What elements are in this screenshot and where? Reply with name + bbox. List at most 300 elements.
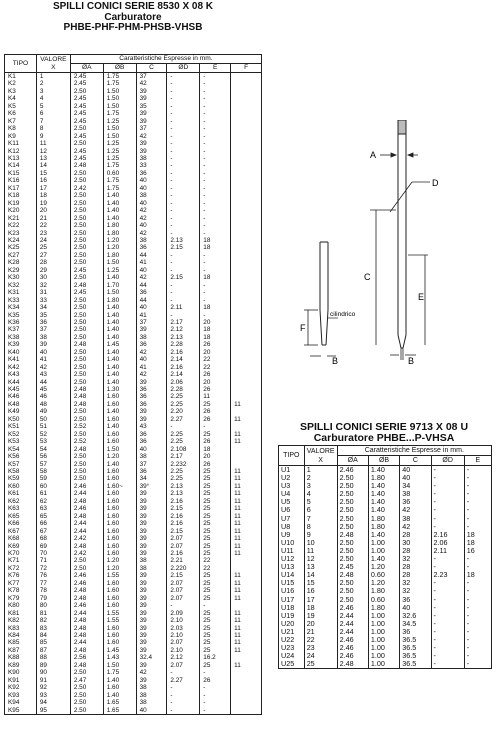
table-cell: 11	[231, 543, 262, 550]
table-cell: 25	[200, 543, 231, 550]
table-row	[5, 438, 262, 445]
table-cell: -	[167, 684, 200, 691]
table-cell: -	[167, 80, 200, 87]
table-cell: 39	[136, 140, 167, 147]
table-cell: -	[167, 602, 200, 609]
table-cell: 24	[36, 237, 70, 244]
table-cell: 2.16	[167, 513, 200, 520]
table-cell	[231, 192, 262, 199]
table-cell: 39	[136, 326, 167, 333]
table1-title	[4, 2, 262, 34]
table-row	[279, 531, 492, 539]
table-cell: 2.15	[167, 572, 200, 579]
table-cell: -	[464, 474, 491, 482]
table-cell: 20	[200, 379, 231, 386]
table-cell: K91	[5, 677, 37, 684]
table-row	[5, 349, 262, 356]
table-cell: 40	[400, 466, 431, 475]
table-row	[5, 461, 262, 468]
table-cell: 36	[136, 386, 167, 393]
table-cell: U1	[279, 466, 305, 475]
table2-col-header: ØB	[368, 456, 399, 466]
table-cell: -	[464, 652, 491, 660]
table-cell: -	[167, 177, 200, 184]
table-cell: 19	[304, 612, 337, 620]
table-cell: -	[200, 200, 231, 207]
table-cell: 2.50	[70, 312, 103, 319]
table-cell: -	[431, 604, 464, 612]
table-row	[5, 259, 262, 266]
table-cell: 2.50	[70, 230, 103, 237]
table-cell: -	[431, 490, 464, 498]
table-cell: -	[200, 155, 231, 162]
table-cell: 1.25	[103, 140, 136, 147]
table-cell: -	[167, 699, 200, 706]
table-cell: 1.40	[103, 326, 136, 333]
table-cell: 82	[36, 617, 70, 624]
table-cell: 2.07	[167, 543, 200, 550]
table-cell: 39	[136, 602, 167, 609]
table-cell: 2.13	[167, 334, 200, 341]
table-cell: -	[464, 636, 491, 644]
table-row	[5, 334, 262, 341]
table-row	[279, 636, 492, 644]
table-cell: 20	[200, 349, 231, 356]
table-cell: 1.60	[103, 595, 136, 602]
table-cell: K35	[5, 312, 37, 319]
table-cell: -	[431, 660, 464, 669]
table-cell	[231, 267, 262, 274]
table-row	[279, 498, 492, 506]
table-cell: 1.60	[103, 416, 136, 423]
table-cell: 46	[36, 393, 70, 400]
table-cell: 39	[136, 587, 167, 594]
table-cell: -	[167, 312, 200, 319]
table-cell: 2.50	[70, 475, 103, 482]
table-cell: 2.28	[167, 341, 200, 348]
table-cell: 11	[231, 416, 262, 423]
table-cell: 44	[136, 282, 167, 289]
table-cell: -	[167, 148, 200, 155]
table-cell: 31	[36, 289, 70, 296]
table-cell: 11	[231, 550, 262, 557]
table-cell: 2.45	[70, 80, 103, 87]
table-row	[5, 468, 262, 475]
table-cell: K32	[5, 282, 37, 289]
table-cell	[231, 364, 262, 371]
table-cell: -	[431, 628, 464, 636]
table-cell: 11	[231, 431, 262, 438]
table-cell: -	[167, 192, 200, 199]
table-cell: 22	[200, 557, 231, 564]
table-cell: K87	[5, 647, 37, 654]
table-cell: 2.50	[70, 356, 103, 363]
table-cell: K71	[5, 557, 37, 564]
table-row	[5, 625, 262, 632]
table-cell: 25	[200, 498, 231, 505]
table-cell: 1.43	[103, 654, 136, 661]
table2-header-caratteristiche: Caratteristiche Espresse in mm.	[337, 446, 491, 456]
table-row	[5, 707, 262, 715]
table-cell: -	[200, 177, 231, 184]
table-row	[279, 555, 492, 563]
table2-title-line1: SPILLI CONICI SERIE 9713 X 08 U	[299, 421, 469, 433]
table-cell: 36	[400, 498, 431, 506]
table-cell: -	[431, 644, 464, 652]
table-cell	[231, 386, 262, 393]
needle-clip-grooves	[398, 120, 406, 134]
table-cell: 2.45	[70, 103, 103, 110]
table-cell: 2.17	[167, 319, 200, 326]
dimension-c	[370, 210, 396, 345]
table-cell: 2.50	[70, 140, 103, 147]
table-cell: 2.50	[70, 453, 103, 460]
table-row	[5, 312, 262, 319]
table-cell: 2.03	[167, 625, 200, 632]
table-cell: 22	[304, 636, 337, 644]
table-cell: 2.44	[337, 628, 368, 636]
table-cell: K79	[5, 595, 37, 602]
table-cell: K41	[5, 356, 37, 363]
table-cell: 2.42	[70, 535, 103, 542]
table-cell: 2.50	[70, 565, 103, 572]
table-cell: 40	[136, 707, 167, 715]
table-cell: 2.45	[70, 73, 103, 81]
table-cell: 52	[36, 431, 70, 438]
table-row	[5, 572, 262, 579]
table-cell: 1.60	[103, 438, 136, 445]
table-row	[5, 483, 262, 490]
table-cell: 39	[136, 610, 167, 617]
table-cell: 42	[136, 133, 167, 140]
table-cell: 28	[400, 531, 431, 539]
table-cell	[231, 88, 262, 95]
table-cell: 20	[200, 453, 231, 460]
table-cell: K65	[5, 513, 37, 520]
table-cell: 2.48	[337, 531, 368, 539]
table-cell	[231, 707, 262, 715]
table-cell: 36	[136, 170, 167, 177]
table1-col-header: E	[200, 64, 231, 73]
dimension-d	[390, 182, 430, 212]
table-row	[5, 602, 262, 609]
table-cell: 2.50	[70, 192, 103, 199]
table-cell: 2.44	[70, 639, 103, 646]
table-cell: 1.40	[368, 531, 399, 539]
table-cell: -	[431, 587, 464, 595]
label-c: C	[364, 272, 371, 282]
dimension-a	[380, 153, 418, 157]
table-cell: 22	[200, 364, 231, 371]
table-cell	[231, 259, 262, 266]
table-cell: -	[200, 140, 231, 147]
table-cell	[231, 140, 262, 147]
table-cell: 25	[200, 639, 231, 646]
table1-col-header: F	[231, 64, 262, 73]
table-cell: -	[200, 312, 231, 319]
table-cell: 25	[200, 595, 231, 602]
table-cell: 2.46	[337, 644, 368, 652]
table-row	[5, 453, 262, 460]
table-cell: K93	[5, 692, 37, 699]
table-cell: 2.15	[167, 505, 200, 512]
table-cell: 40	[136, 200, 167, 207]
table-cell: 1.50	[103, 446, 136, 453]
table-cell: 1.50	[103, 103, 136, 110]
table-cell: -	[167, 207, 200, 214]
table-cell: 1.40	[103, 215, 136, 222]
table-cell	[231, 103, 262, 110]
table-cell: 1.80	[368, 587, 399, 595]
table-cell	[231, 244, 262, 251]
table-cell: 39	[136, 639, 167, 646]
table-cell: K12	[5, 148, 37, 155]
table-cell: 12	[304, 555, 337, 563]
table-row	[5, 416, 262, 423]
table-cell: K2	[5, 80, 37, 87]
table-cell: 1.50	[103, 133, 136, 140]
table-cell: 2.50	[70, 692, 103, 699]
table-cell: 2.48	[70, 543, 103, 550]
label-a: A	[370, 150, 377, 160]
table-cell: 2.50	[337, 555, 368, 563]
table-cell: 2.46	[337, 652, 368, 660]
table-cell: 2.12	[167, 326, 200, 333]
table-row	[5, 431, 262, 438]
table-cell: K78	[5, 587, 37, 594]
table-cell: 91	[36, 677, 70, 684]
table-cell: 2.10	[167, 632, 200, 639]
table1-header-caratteristiche: Caratteristiche Espresse in mm.	[70, 55, 261, 64]
table-cell: 39	[136, 520, 167, 527]
table-row	[5, 617, 262, 624]
table-cell: 39	[136, 95, 167, 102]
table-cell: -	[200, 289, 231, 296]
table-cell: 25	[200, 572, 231, 579]
table-cell	[231, 304, 262, 311]
table-cell: 2.45	[70, 95, 103, 102]
table-cell: 2.48	[70, 632, 103, 639]
table1-title-line3: PHBE-PHF-PHM-PHSB-VHSB	[63, 22, 203, 33]
table-cell: K89	[5, 662, 37, 669]
table-cell: 26	[200, 341, 231, 348]
table-cell: 36.5	[400, 644, 431, 652]
table-cell	[231, 379, 262, 386]
table-cell: 2.48	[70, 647, 103, 654]
table-cell: 1.50	[103, 259, 136, 266]
table-cell: K45	[5, 386, 37, 393]
table-cell: 2.07	[167, 587, 200, 594]
table-row	[5, 274, 262, 281]
table-cell: 2.50	[337, 547, 368, 555]
table-cell: 39	[136, 498, 167, 505]
table-cell: 2.48	[70, 386, 103, 393]
table-cell: -	[167, 252, 200, 259]
table-row	[5, 669, 262, 676]
table-cell: -	[200, 602, 231, 609]
table-cell: U19	[279, 612, 305, 620]
table-row	[5, 379, 262, 386]
table-cell	[231, 252, 262, 259]
table-cell: 11	[36, 140, 70, 147]
table-cell: 1.45	[103, 341, 136, 348]
table-cell	[231, 80, 262, 87]
table-cell: 15	[304, 579, 337, 587]
table-cell: 1.25	[103, 118, 136, 125]
table-cell: 2.50	[70, 259, 103, 266]
table-cell: 25	[200, 632, 231, 639]
table-cell: 2.45	[70, 118, 103, 125]
table-cell: K48	[5, 401, 37, 408]
table-row	[5, 565, 262, 572]
table-cell: -	[431, 563, 464, 571]
table-row	[5, 148, 262, 155]
table-cell: 2.50	[70, 416, 103, 423]
table-cell: 8	[304, 523, 337, 531]
table-cell: 2.42	[70, 550, 103, 557]
table-cell: -	[464, 644, 491, 652]
table-cell	[231, 297, 262, 304]
table-cell: 40	[136, 222, 167, 229]
table-cell: 25	[200, 550, 231, 557]
table-cell: -	[167, 103, 200, 110]
table-row	[5, 95, 262, 102]
table-cell: 1.60	[103, 490, 136, 497]
table1-title-line2: Carburatore	[104, 11, 162, 23]
table-row	[279, 587, 492, 595]
table-cell: -	[431, 523, 464, 531]
table-row	[279, 466, 492, 475]
table-cell	[231, 565, 262, 572]
table-cell: 37	[136, 319, 167, 326]
table-cell: 83	[36, 625, 70, 632]
table-cell: 2.07	[167, 535, 200, 542]
table-cell: 2.48	[70, 162, 103, 169]
table-cell: 18	[200, 244, 231, 251]
table-cell: 7	[304, 515, 337, 523]
table-cell: 25	[304, 660, 337, 669]
table-cell: -	[200, 185, 231, 192]
table-cell: 25	[36, 244, 70, 251]
table-cell: K21	[5, 215, 37, 222]
table-cell: 2.108	[167, 446, 200, 453]
table-cell: 2.06	[431, 539, 464, 547]
table-cell: 71	[36, 557, 70, 564]
table-cell: 62	[36, 498, 70, 505]
table-cell: 1.40	[368, 490, 399, 498]
table-cell: 53	[36, 438, 70, 445]
table-cell	[231, 326, 262, 333]
table-cell: 5	[36, 103, 70, 110]
table-cell: K6	[5, 110, 37, 117]
table-cell: -	[167, 118, 200, 125]
table-cell: K13	[5, 155, 37, 162]
table-cell: K3	[5, 88, 37, 95]
table-row	[5, 550, 262, 557]
table-cell: 2.25	[167, 438, 200, 445]
table-cell: -	[167, 222, 200, 229]
table-cell: 1.40	[103, 349, 136, 356]
table-cell: 1.60	[103, 401, 136, 408]
table-cell: 1.65	[103, 699, 136, 706]
table-cell: 1.60	[103, 528, 136, 535]
table-cell: 1.80	[103, 297, 136, 304]
table-cell: 39	[136, 647, 167, 654]
table-cell: 39°	[136, 483, 167, 490]
table-cell: 38	[136, 684, 167, 691]
table-cell: -	[200, 230, 231, 237]
table-cell: 2.16	[167, 520, 200, 527]
table-cell: 11	[231, 401, 262, 408]
table-row	[5, 498, 262, 505]
table-cell: -	[464, 628, 491, 636]
table-cell: 14	[304, 571, 337, 579]
table-cell: -	[200, 684, 231, 691]
table-cell: 67	[36, 528, 70, 535]
table-cell: U21	[279, 628, 305, 636]
table-cell: -	[200, 80, 231, 87]
table-cell: 1.80	[103, 252, 136, 259]
table-cell: K63	[5, 505, 37, 512]
table-cell: 2.44	[70, 528, 103, 535]
table-row	[5, 133, 262, 140]
table-cell: 1.60	[103, 632, 136, 639]
table1-col-header: ØD	[167, 64, 200, 73]
table-row	[5, 88, 262, 95]
table-cell: 1.60	[103, 625, 136, 632]
table-row	[5, 222, 262, 229]
table-cell: K11	[5, 140, 37, 147]
table-cell: -	[200, 259, 231, 266]
table-cell: -	[167, 125, 200, 132]
table-cell: 26	[200, 438, 231, 445]
table-cell: 1.20	[368, 579, 399, 587]
table-cell: 2.47	[70, 677, 103, 684]
table-cell: -	[200, 207, 231, 214]
table-row	[5, 684, 262, 691]
table-cell: 28	[400, 571, 431, 579]
table-cell: 42	[400, 506, 431, 514]
table-cell: 42	[400, 523, 431, 531]
table-cell: -	[431, 498, 464, 506]
table-cell	[231, 319, 262, 326]
table-cell: 2.50	[337, 490, 368, 498]
table-cell: -	[464, 506, 491, 514]
table-cell: -	[200, 110, 231, 117]
table-cell: 43	[36, 371, 70, 378]
long-needle	[398, 120, 406, 348]
table1-header-valore: VALORE X	[36, 55, 70, 73]
table-cell: 60	[36, 483, 70, 490]
table-cell: 39	[136, 535, 167, 542]
table-cell	[231, 118, 262, 125]
table-cell: 2.14	[167, 356, 200, 363]
table-cell	[231, 155, 262, 162]
table-cell: 2.46	[70, 602, 103, 609]
table-cell: -	[167, 289, 200, 296]
table-cell: 6	[304, 506, 337, 514]
table-cell: K38	[5, 334, 37, 341]
table-row	[279, 547, 492, 555]
table-cell: -	[431, 620, 464, 628]
table-cell: 1.40	[103, 408, 136, 415]
table-cell: -	[167, 162, 200, 169]
table-cell: 68	[36, 535, 70, 542]
table-cell: K68	[5, 535, 37, 542]
table-cell: 39	[136, 595, 167, 602]
table-cell: 2.48	[70, 587, 103, 594]
table-cell: 2.10	[167, 647, 200, 654]
